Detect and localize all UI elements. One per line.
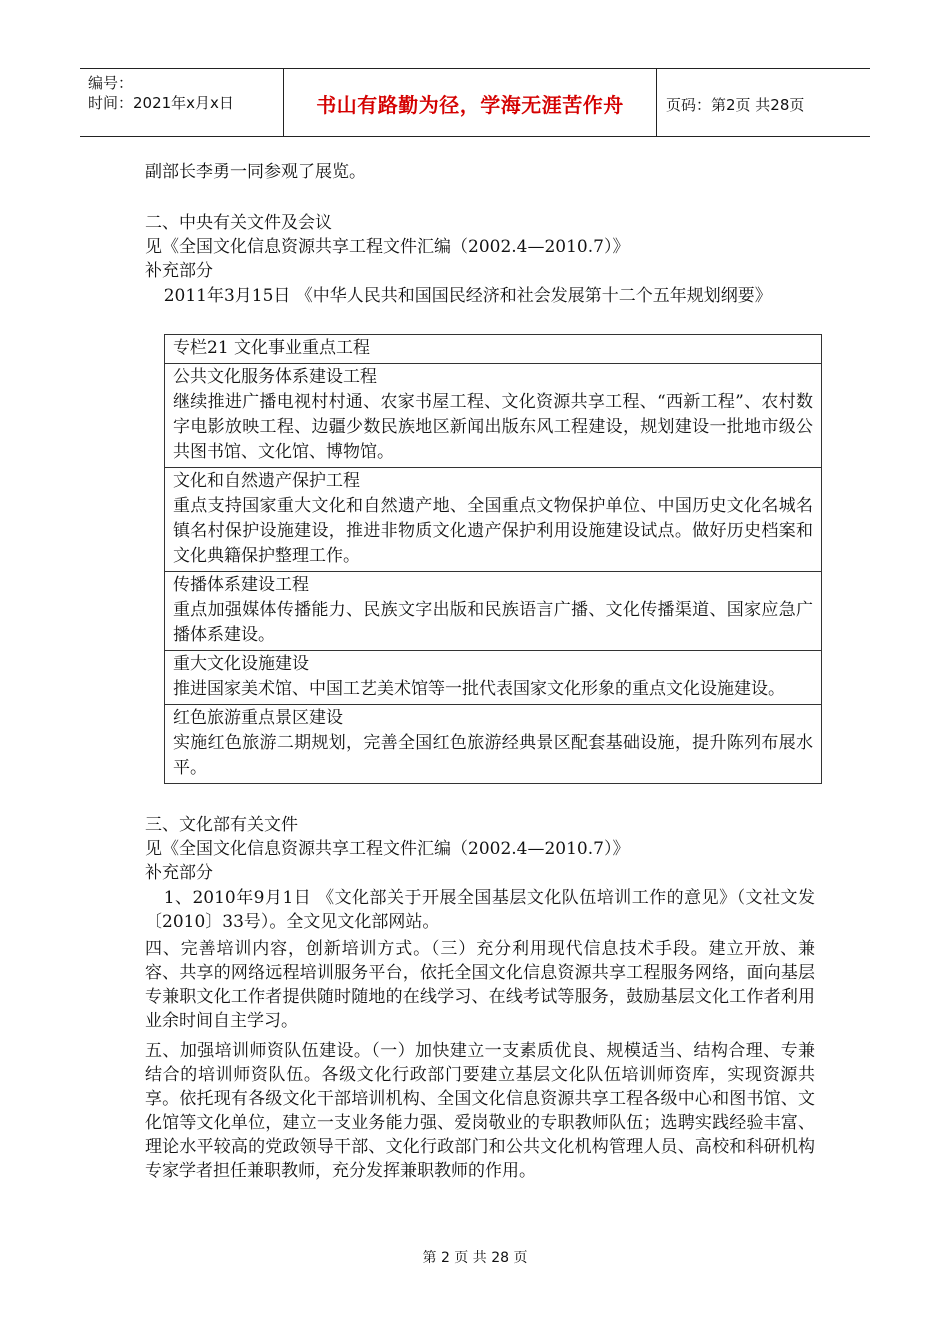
table-row bbox=[165, 364, 821, 468]
row-text: 重点支持国家重大文化和自然遗产地、全国重点文物保护单位、中国历史文化名城名镇名村保护设施建设，推进非物质文化遗产保护利用设施建设试点。做好历史档案和文化典籍保护整理工作。 bbox=[173, 496, 813, 566]
row-title: 公共文化服务体系建设工程 bbox=[173, 367, 377, 387]
header-meta bbox=[88, 73, 278, 113]
paragraph-five: 五、加强培训师资队伍建设。（一）加快建立一支素质优良、规模适当、结构合理、专兼结合的培训师资队伍。各级文化行政部门要建立基层文化队伍培训师资库，实现资源共享。依托现有各级文化干部培训机构、全国文化信息资源共享工程各级中心和图书馆、文化馆等文化单位，建立一支业务能力强、爱岗敬业的专职教师队伍；选聘实践经验丰富、理论水平较高的党政领导干部、文化行政部门和公共文化机构管理人员、高校和科研机构专家学者担任兼职教师，充分发挥兼职教师的作用。 bbox=[145, 1041, 815, 1181]
row-title: 重大文化设施建设 bbox=[173, 654, 309, 674]
table-row bbox=[165, 572, 821, 651]
header-divider bbox=[656, 69, 657, 136]
row-text: 继续推进广播电视村村通、农家书屋工程、文化资源共享工程、“西新工程”、农村数字电影放映工程、边疆少数民族地区新闻出版东风工程建设，规划建设一批地市级公共图书馆、文化馆、博物馆。 bbox=[173, 392, 813, 462]
table-row bbox=[165, 651, 821, 705]
feature-table bbox=[164, 334, 822, 784]
section3-supplement: 补充部分 bbox=[145, 863, 213, 883]
table-caption: 专栏21 文化事业重点工程 bbox=[165, 335, 821, 364]
time-label: 时间：2021年x月x日 bbox=[88, 94, 234, 112]
section2-heading: 二、中央有关文件及会议 bbox=[145, 213, 332, 233]
section3-see: 见《全国文化信息资源共享工程文件汇编（2002.4—2010.7）》 bbox=[145, 839, 630, 859]
page-footer: 第 2 页 共 28 页 bbox=[422, 1250, 528, 1266]
table-row bbox=[165, 468, 821, 572]
number-label: 编号： bbox=[88, 74, 134, 92]
section3-item: 1、2010年9月1日 《文化部关于开展全国基层文化队伍培训工作的意见》（文社文发〔2010〕33号）。全文见文化部网站。 bbox=[145, 888, 815, 932]
section3-heading: 三、文化部有关文件 bbox=[145, 815, 298, 835]
section2-supplement: 补充部分 bbox=[145, 261, 213, 281]
page-header bbox=[80, 68, 870, 137]
intro-line: 副部长李勇一同参观了展览。 bbox=[145, 162, 366, 182]
section2-see: 见《全国文化信息资源共享工程文件汇编（2002.4—2010.7）》 bbox=[145, 237, 630, 257]
row-title: 文化和自然遗产保护工程 bbox=[173, 471, 360, 491]
row-title: 红色旅游重点景区建设 bbox=[173, 708, 343, 728]
header-motto: 书山有路勤为径，学海无涯苦作舟 bbox=[316, 93, 624, 117]
row-text: 推进国家美术馆、中国工艺美术馆等一批代表国家文化形象的重点文化设施建设。 bbox=[173, 679, 785, 699]
row-text: 重点加强媒体传播能力、民族文字出版和民族语言广播、文化传播渠道、国家应急广播体系建设。 bbox=[173, 600, 813, 645]
row-title: 传播体系建设工程 bbox=[173, 575, 309, 595]
paragraph-four: 四、完善培训内容，创新培训方式。（三）充分利用现代信息技术手段。建立开放、兼容、共享的网络远程培训服务平台，依托全国文化信息资源共享工程服务网络，面向基层专兼职文化工作者提供随时随地的在线学习、在线考试等服务，鼓励基层文化工作者利用业余时间自主学习。 bbox=[145, 939, 815, 1031]
row-text: 实施红色旅游二期规划，完善全国红色旅游经典景区配套基础设施，提升陈列布展水平。 bbox=[173, 733, 813, 778]
table-row bbox=[165, 705, 821, 784]
header-page-info: 页码：第2页 共28页 bbox=[666, 96, 805, 114]
section2-item: 2011年3月15日 《中华人民共和国国民经济和社会发展第十二个五年规划纲要》 bbox=[163, 286, 772, 306]
